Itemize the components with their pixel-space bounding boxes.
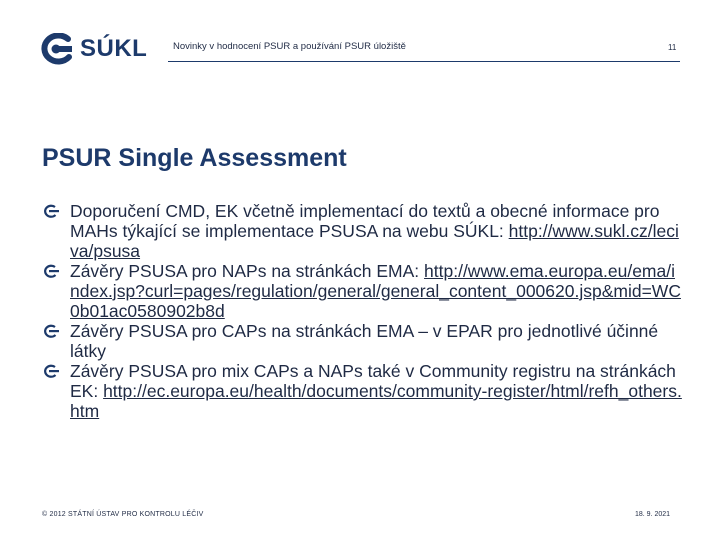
bullet-icon — [42, 364, 62, 378]
slide-title: PSUR Single Assessment — [42, 144, 347, 172]
bullet-icon — [42, 264, 62, 278]
header-title: Novinky v hodnocení PSUR a používání PSUR úložiště — [173, 41, 406, 52]
sukl-psusa-link[interactable]: http://www.sukl.cz/leciva/psusa — [70, 221, 679, 261]
page-number: 11 — [668, 43, 677, 52]
bullet-item — [42, 321, 682, 361]
bullet-item — [42, 361, 682, 421]
bullet-list — [42, 201, 682, 421]
bullet-text: Závěry PSUSA pro NAPs na stránkách EMA: — [70, 261, 425, 281]
sukl-logo — [38, 30, 156, 68]
bullet-item — [42, 201, 682, 261]
bullet-icon — [42, 324, 62, 338]
logo-text: SÚKL — [80, 35, 148, 62]
bullet-text: Závěry PSUSA pro CAPs na stránkách EMA – v EPAR pro jednotlivé účinné látky — [70, 321, 659, 361]
header-divider — [168, 61, 680, 62]
sukl-emblem-icon — [38, 33, 74, 65]
bullet-text: Závěry PSUSA pro mix CAPs a NAPs také v Community registru na stránkách EK: — [70, 361, 676, 401]
bullet-icon — [42, 204, 62, 218]
bullet-text: Doporučení CMD, EK včetně implementací do textů a obecné informace pro MAHs týkající se implementace PSUSA na webu SÚKL: — [70, 201, 660, 241]
ema-naps-link[interactable]: http://www.ema.europa.eu/ema/index.jsp?curl=pages/regulation/general/general_content_000620.jsp&mid=WC0b01ac0580902b8d — [70, 261, 681, 321]
footer-date: 18. 9. 2021 — [635, 511, 671, 518]
footer-copyright: © 2012 STÁTNÍ ÚSTAV PRO KONTROLU LÉČIV — [42, 511, 204, 518]
bullet-item — [42, 261, 682, 321]
community-register-link[interactable]: http://ec.europa.eu/health/documents/community-register/html/refh_others.htm — [70, 381, 682, 421]
